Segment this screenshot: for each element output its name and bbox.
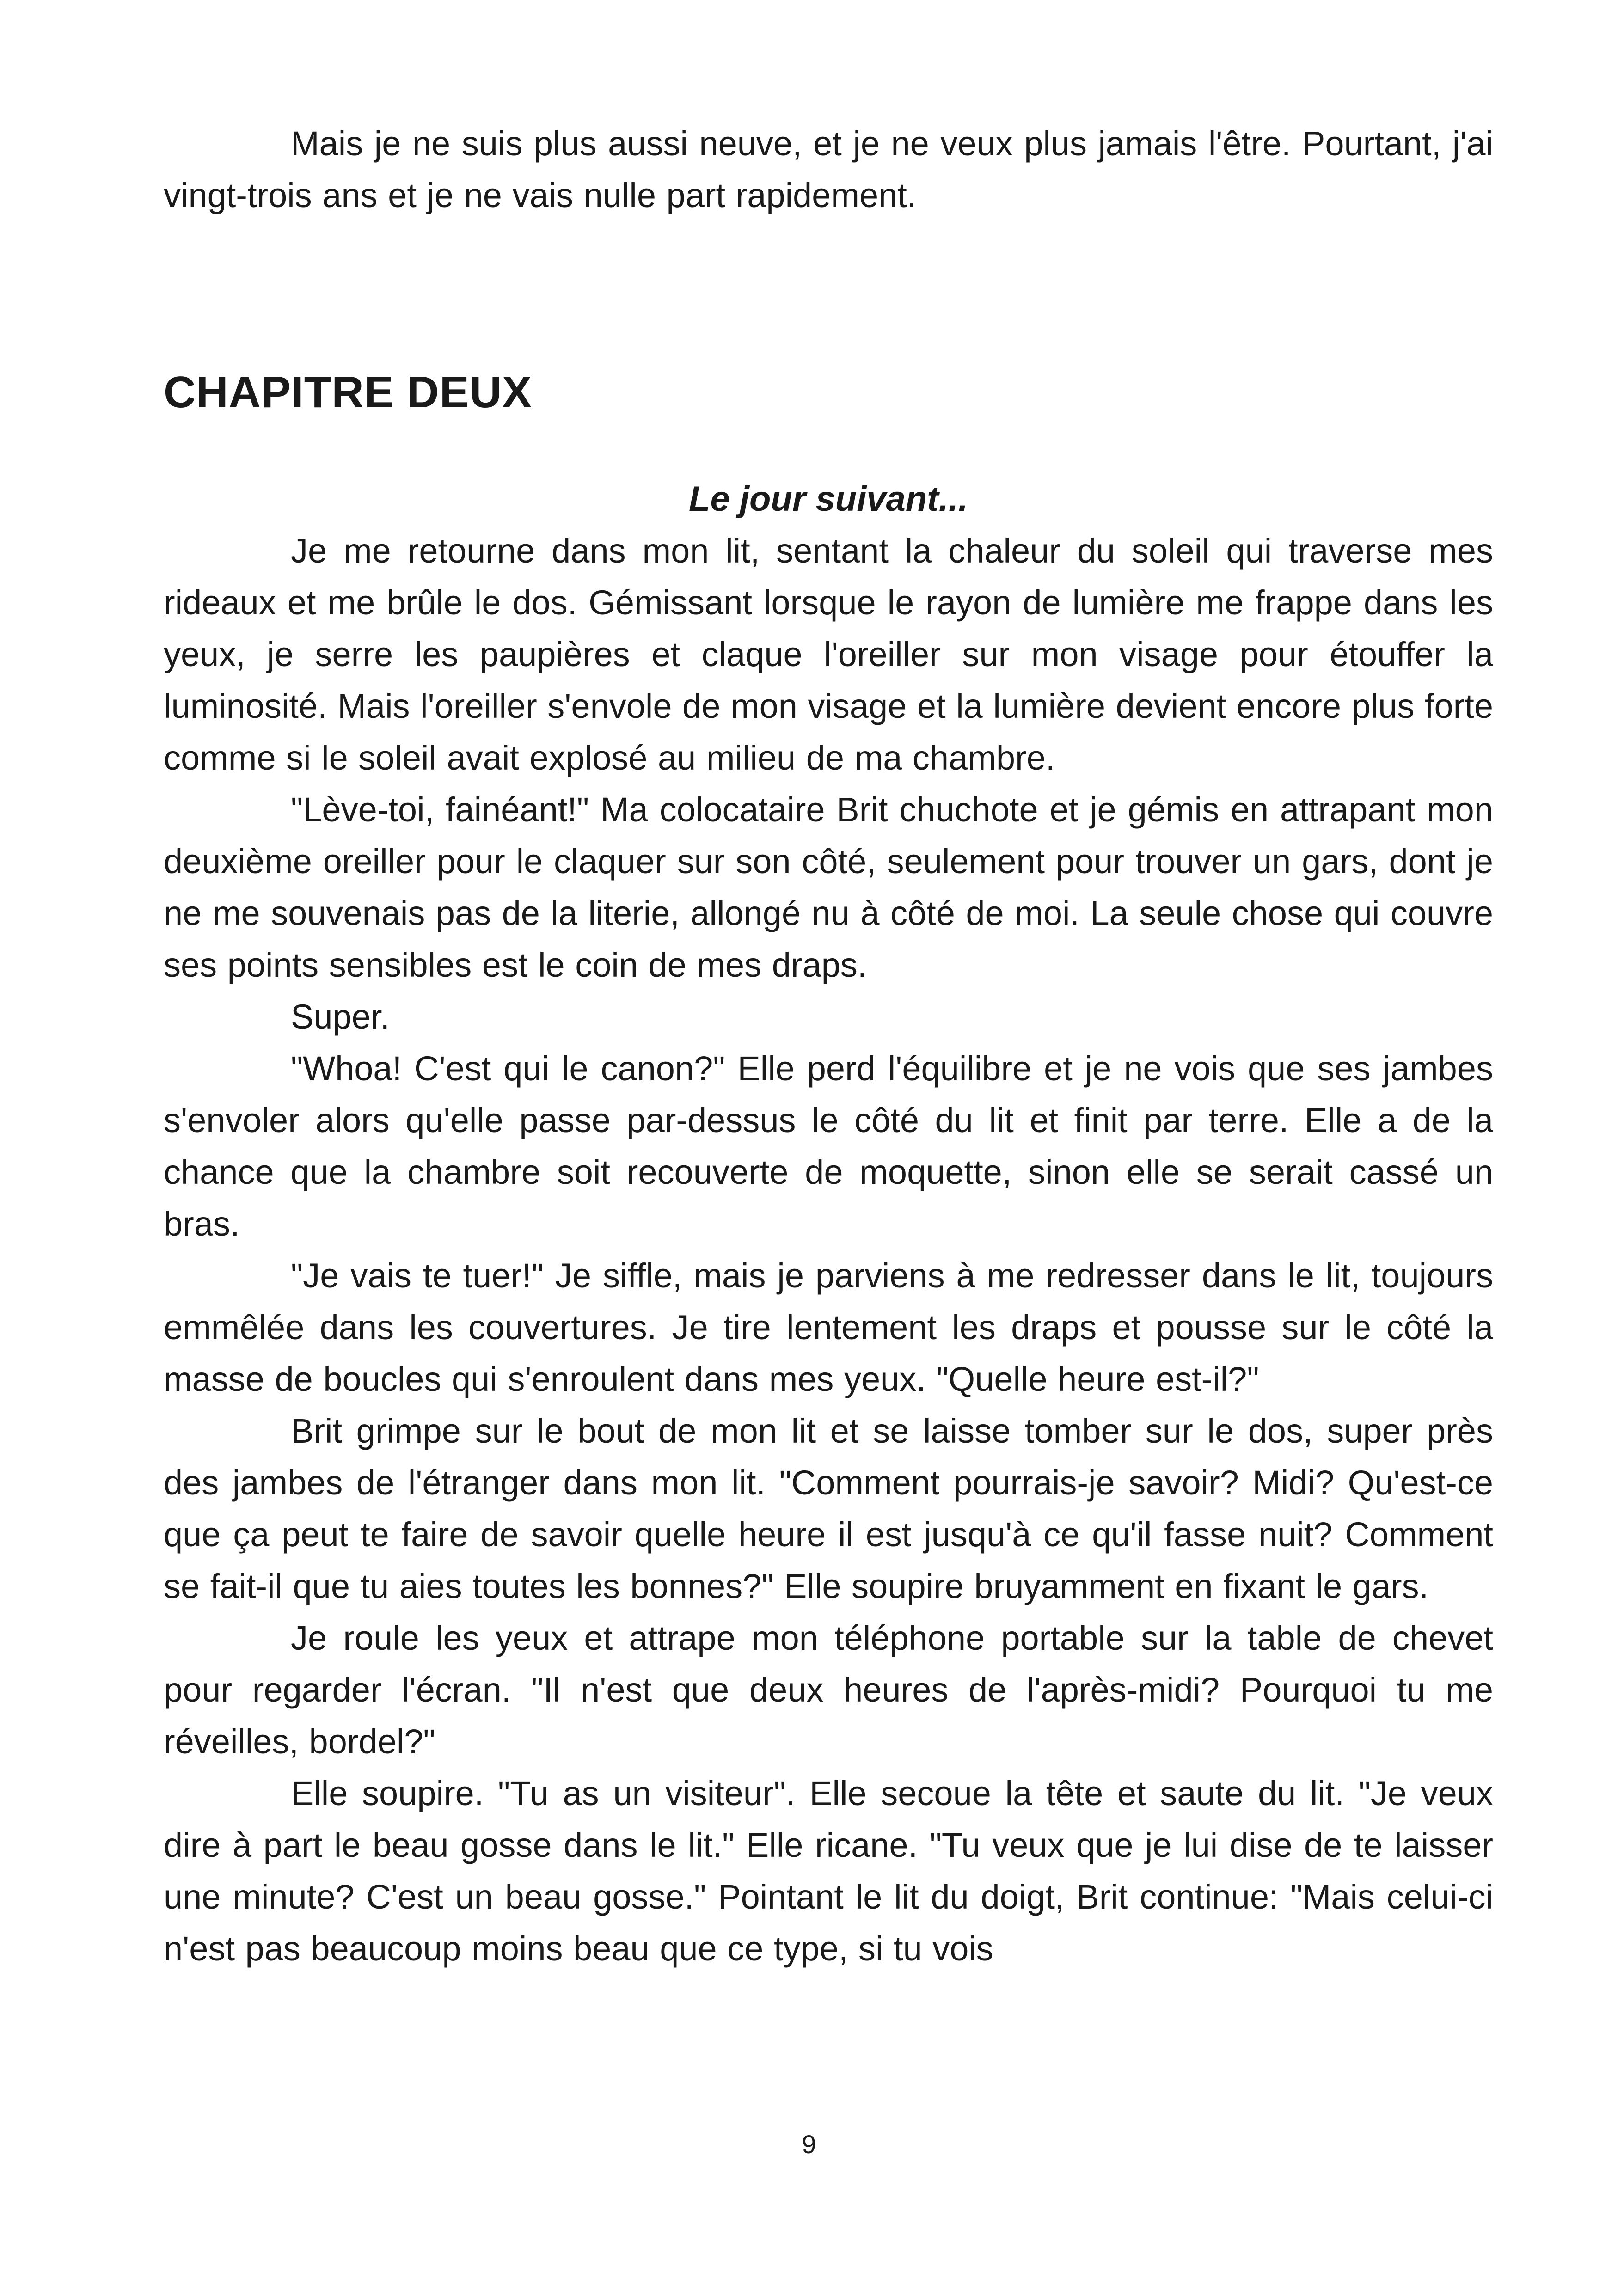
paragraph-3: Super. xyxy=(291,998,390,1036)
paragraph-2: "Lève-toi, fainéant!" Ma colocataire Brit chuchote et je gémis en attrapant mon deuxième oreiller pour le claquer sur son côté, seulement pour trouver un gars, dont je ne me souvenais pas de la literie, allongé nu à côté de moi. La seule chose qui couvre ses points sensibles est le coin de mes draps. xyxy=(164,790,1493,984)
intro-paragraph: Mais je ne suis plus aussi neuve, et je ne veux plus jamais l'être. Pourtant, j'ai vingt-trois ans et je ne vais nulle part rapidement. xyxy=(164,124,1493,214)
page-number: 9 xyxy=(802,2130,816,2159)
paragraph-8: Elle soupire. "Tu as un visiteur". Elle secoue la tête et saute du lit. "Je veux dire à part le beau gosse dans le lit." Elle ricane. "Tu veux que je lui dise de te laisser une minute? C'est un beau gosse." Pointant le lit du doigt, Brit continue: "Mais celui-ci n'est pas beaucoup moins beau que ce type, si tu vois xyxy=(164,1774,1493,1968)
paragraph-1: Je me retourne dans mon lit, sentant la chaleur du soleil qui traverse mes rideaux et me brûle le dos. Gémissant lorsque le rayon de lumière me frappe dans les yeux, je serre les paupières et claque l'oreiller sur mon visage pour étouffer la luminosité. Mais l'oreiller s'envole de mon visage et la lumière devient encore plus forte comme si le soleil avait explosé au milieu de ma chambre. xyxy=(164,532,1493,777)
page-body xyxy=(164,118,1493,1975)
paragraph-6: Brit grimpe sur le bout de mon lit et se laisse tomber sur le dos, super près des jambes de l'étranger dans mon lit. "Comment pourrais-je savoir? Midi? Qu'est-ce que ça peut te faire de savoir quelle heure il est jusqu'à ce qu'il fasse nuit? Comment se fait-il que tu aies toutes les bonnes?" Elle soupire bruyamment en fixant le gars. xyxy=(164,1412,1493,1605)
chapter-title: CHAPITRE DEUX xyxy=(164,367,533,417)
paragraph-4: "Whoa! C'est qui le canon?" Elle perd l'équilibre et je ne vois que ses jambes s'envoler alors qu'elle passe par-dessus le côté du lit et finit par terre. Elle a de la chance que la chambre soit recouverte de moquette, sinon elle se serait cassé un bras. xyxy=(164,1049,1493,1243)
paragraph-5: "Je vais te tuer!" Je siffle, mais je parviens à me redresser dans le lit, toujours emmêlée dans les couvertures. Je tire lentement les draps et pousse sur le côté la masse de boucles qui s'enroulent dans mes yeux. "Quelle heure est-il?" xyxy=(164,1256,1493,1398)
chapter-subtitle: Le jour suivant... xyxy=(689,479,968,519)
paragraph-7: Je roule les yeux et attrape mon téléphone portable sur la table de chevet pour regarder l'écran. "Il n'est que deux heures de l'après-midi? Pourquoi tu me réveilles, bordel?" xyxy=(164,1619,1493,1761)
